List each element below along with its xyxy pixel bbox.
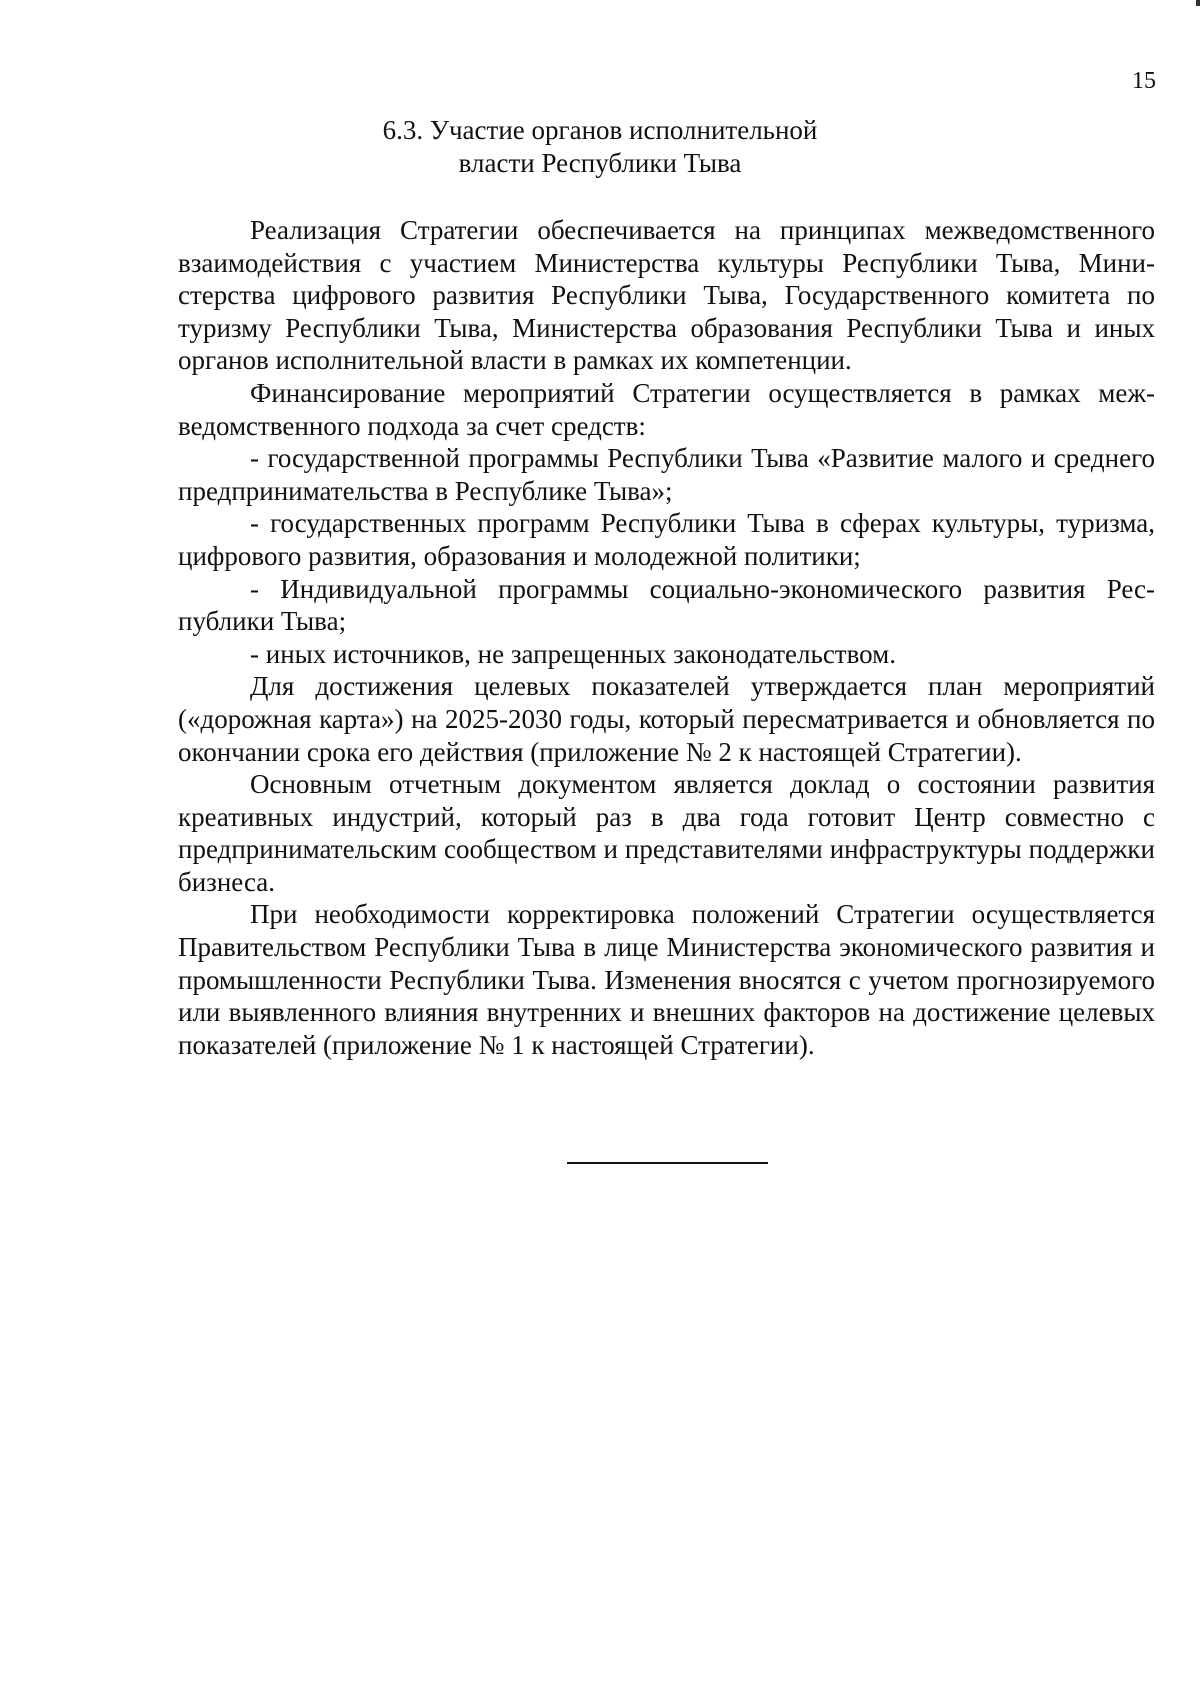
- paragraph-implementation: Реализация Стратегии обеспечивается на принципах межведомственного взаимодействия с участием Министерства культуры Республики Тыва, Министерства цифрового развития Республики Тыва, Государственного комитета по туризму Республики Тыва, Министерства образования Республики Тыва и иных органов исполнительной власти в рамках их компетенции.: [178, 215, 1155, 376]
- paragraph-adjustment: При необходимости корректировка положений Стратегии осуществляется Правительством Республики Тыва в лице Министерства экономического развития и промышленности Республики Тыва. Изменения вносятся с учетом прогнозируемого или выявленного влияния внутренних и внешних факторов на достижение целевых показателей (приложение № 1 к настоящей Стратегии).: [178, 899, 1155, 1060]
- list-item-sme-program: - государственной программы Республики Тыва «Развитие малого и среднего предпринимательства в Республике Тыва»;: [178, 443, 1155, 506]
- section-heading-line-2: власти Республики Тыва: [458, 148, 742, 178]
- paragraph-roadmap: Для достижения целевых показателей утверждается план мероприятий («дорожная карта») на 2025-2030 годы, который пересматривается и обновляется по окончании срока его действия (приложение № 2 к настоящей Стратегии).: [178, 671, 1155, 767]
- paragraph-financing: Финансирование мероприятий Стратегии осуществляется в рамках межведомственного подхода за счет средств:: [178, 377, 1155, 441]
- list-item-state-programs: - государственных программ Республики Тыва в сферах культуры, туризма, цифрового развития, образования и молодежной политики;: [178, 508, 1155, 571]
- scan-corner-mark: [1196, 0, 1200, 6]
- section-heading: [0, 114, 1200, 180]
- section-heading-line-1: 6.3. Участие органов исполнительной: [382, 115, 818, 145]
- end-divider-line: [567, 1162, 768, 1164]
- page-number: 15: [1132, 68, 1156, 94]
- list-item-individual-program: - Индивидуальной программы социально-экономического развития Республики Тыва;: [178, 573, 1155, 637]
- list-item-other-sources: - иных источников, не запрещенных законодательством.: [250, 638, 896, 669]
- section-body: [178, 214, 1155, 1061]
- paragraph-report: Основным отчетным документом является доклад о состоянии развития креативных индустрий, который раз в два года готовит Центр совместно с предпринимательским сообществом и представителями инфраструктуры поддержки бизнеса.: [178, 769, 1155, 897]
